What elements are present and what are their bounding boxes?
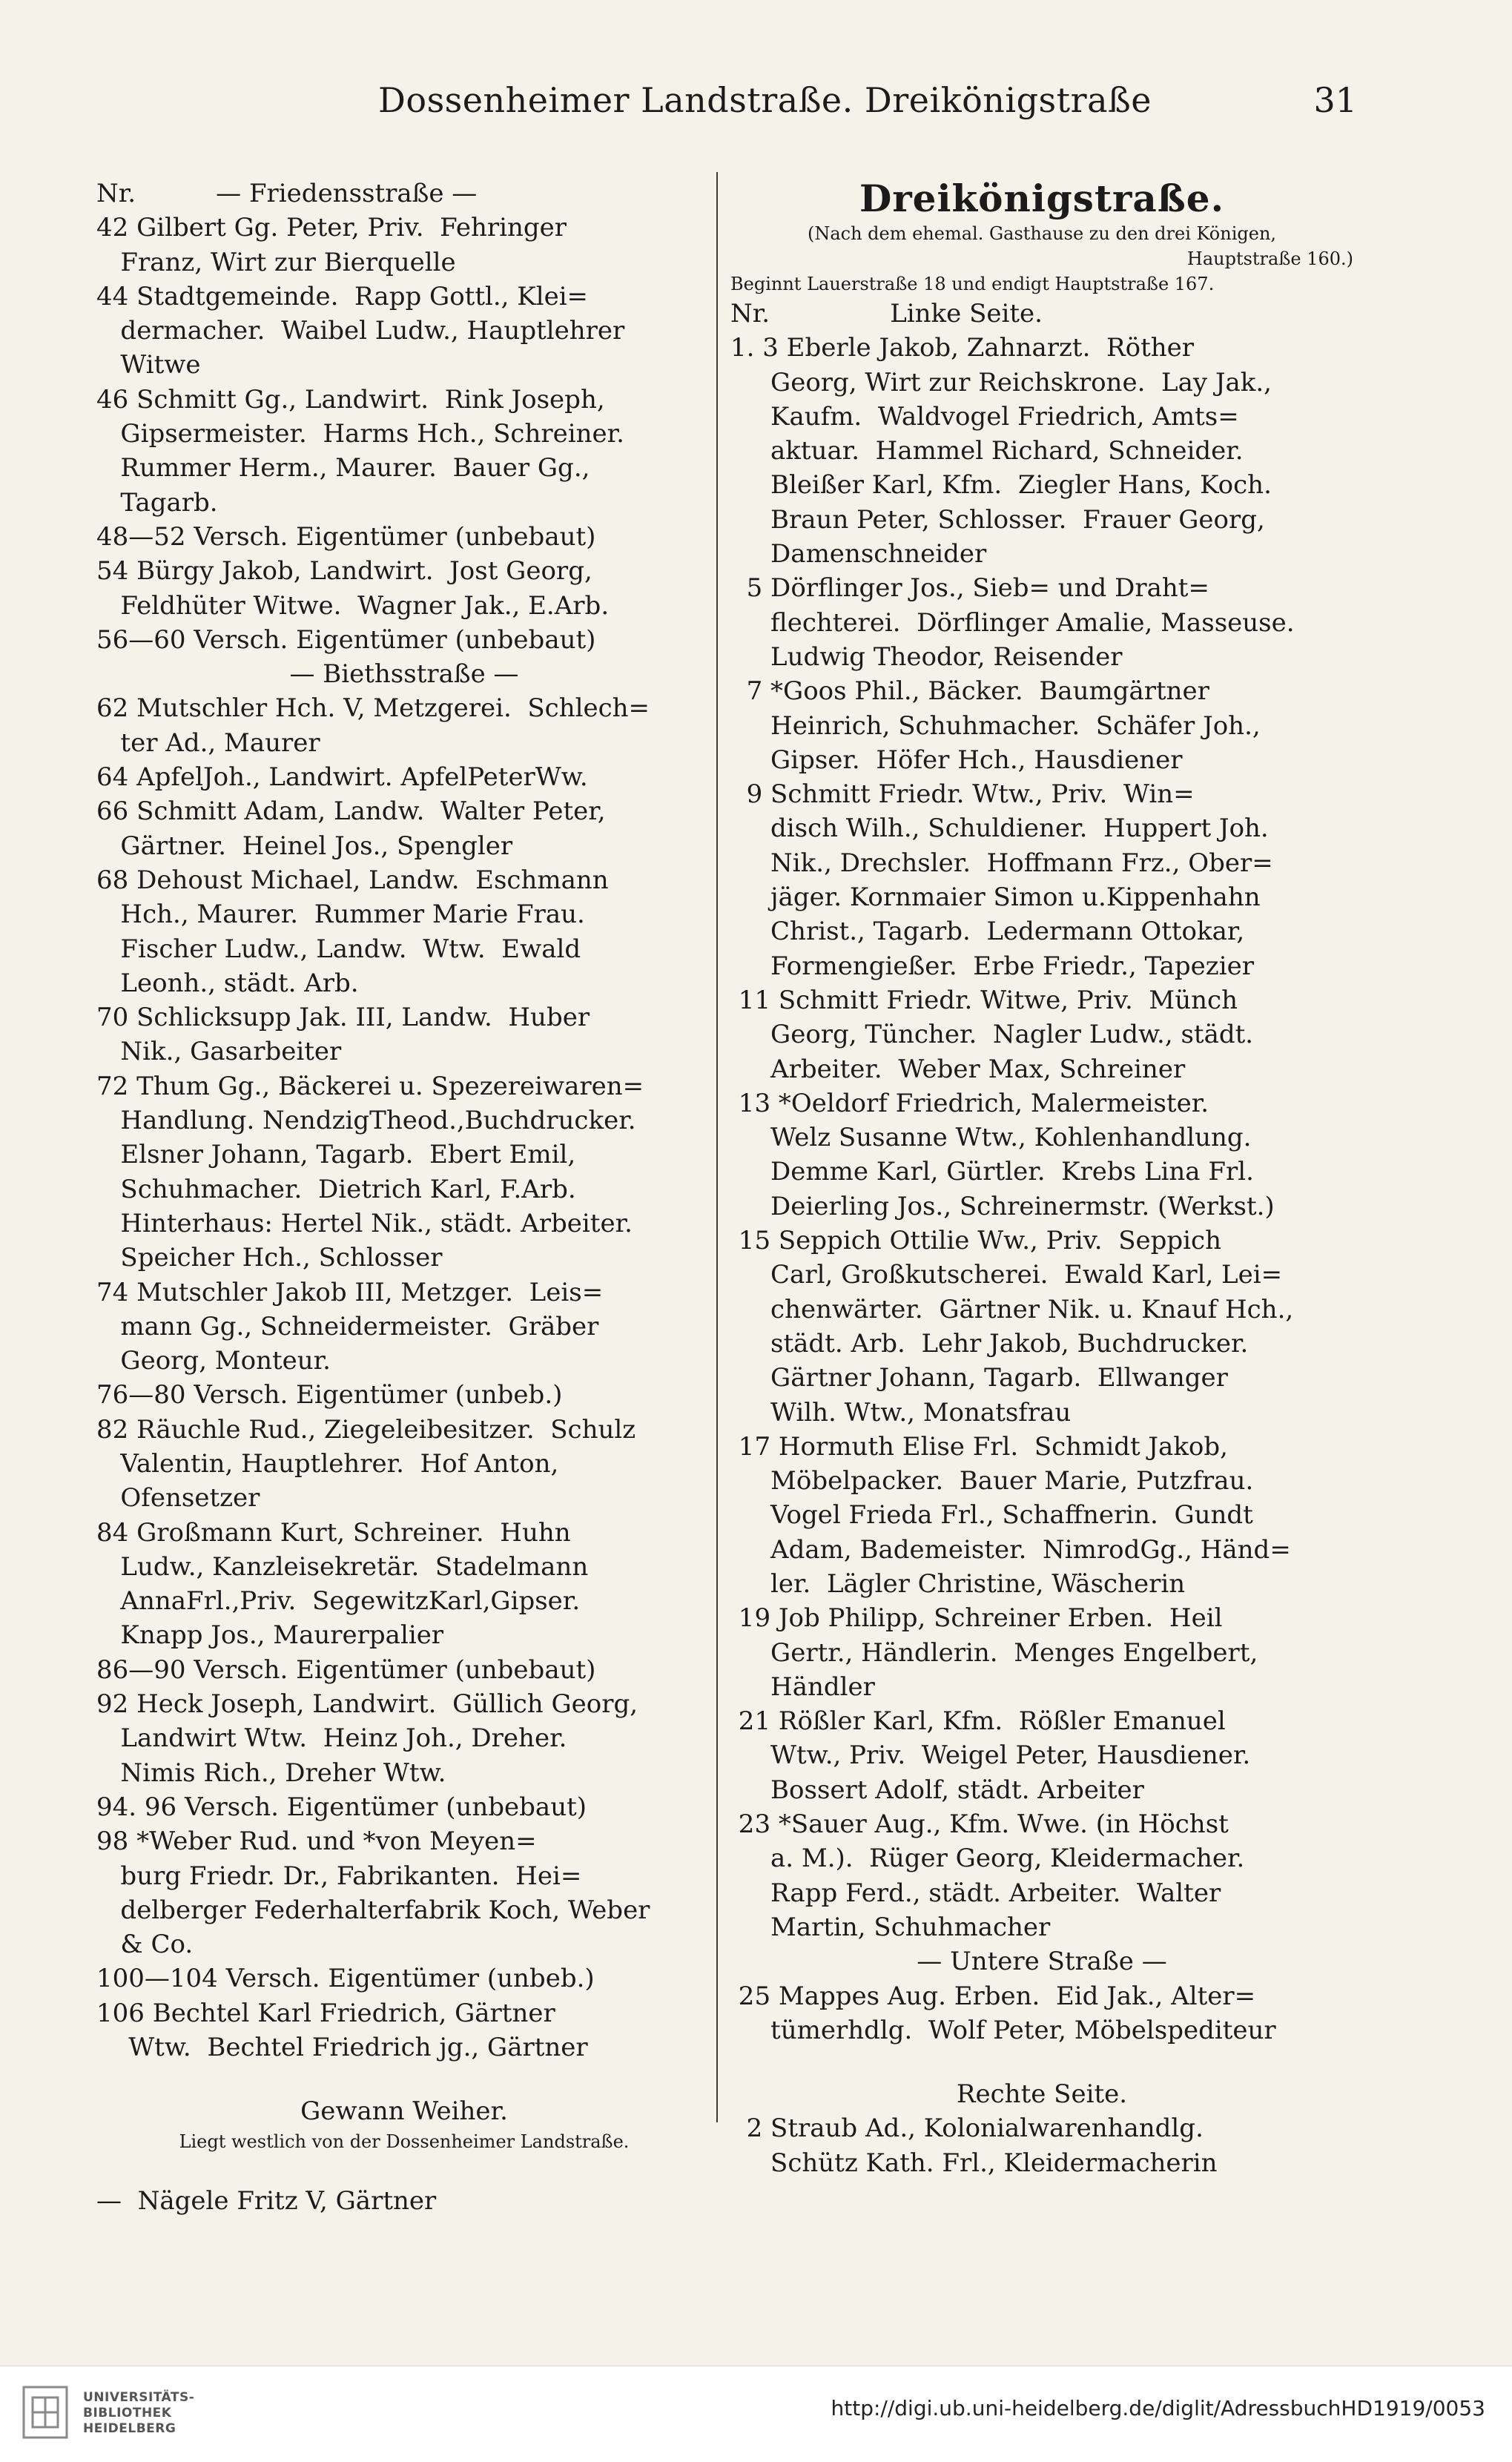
directory-entry-line: Demme Karl, Gürtler. Krebs Lina Frl. — [730, 1157, 1254, 1187]
left-column — [96, 176, 712, 2218]
directory-entry-line: Franz, Wirt zur Bierquelle — [96, 247, 456, 277]
directory-entry-line: disch Wilh., Schuldiener. Huppert Joh. — [730, 813, 1269, 844]
directory-entry-line: 42 Gilbert Gg. Peter, Priv. Fehringer — [96, 213, 567, 243]
directory-entry-line: Leonh., städt. Arb. — [96, 968, 359, 998]
directory-entry-line: Christ., Tagarb. Ledermann Ottokar, — [730, 917, 1245, 947]
directory-entry-line: Gipser. Höfer Hch., Hausdiener — [730, 745, 1183, 775]
directory-entry-line: 25 Mappes Aug. Erben. Eid Jak., Alter= — [730, 1981, 1256, 2011]
street-note: Liegt westlich von der Dossenheimer Landstraße. — [179, 2131, 630, 2152]
directory-entry-line: delberger Federhalterfabrik Koch, Weber — [96, 1895, 650, 1925]
directory-entry-line: 9 Schmitt Friedr. Wtw., Priv. Win= — [730, 779, 1195, 810]
street-note: Hauptstraße 160.) — [1186, 248, 1353, 269]
directory-entry-line: Nik., Gasarbeiter — [96, 1037, 342, 1067]
directory-entry-line: Elsner Johann, Tagarb. Ebert Emil, — [96, 1140, 576, 1170]
directory-entry-line: jäger. Kornmaier Simon u.Kippenhahn — [730, 882, 1261, 913]
directory-entry-line: Hinterhaus: Hertel Nik., städt. Arbeiter. — [96, 1208, 633, 1238]
directory-entry-line: ler. Lägler Christine, Wäscherin — [730, 1568, 1186, 1599]
directory-entry-line: Adam, Bademeister. NimrodGg., Händ= — [730, 1534, 1291, 1565]
directory-entry-line: Georg, Wirt zur Reichskrone. Lay Jak., — [730, 367, 1272, 397]
directory-entry-line: 21 Rößler Karl, Kfm. Rößler Emanuel — [730, 1706, 1226, 1737]
section-heading: Nr. Linke Seite. — [730, 299, 1043, 329]
street-note: (Nach dem ehemal. Gasthause zu den drei Königen, — [807, 223, 1277, 244]
directory-entry-line: 92 Heck Joseph, Landwirt. Güllich Georg, — [96, 1689, 638, 1720]
directory-entry-line: 106 Bechtel Karl Friedrich, Gärtner — [96, 1998, 555, 2028]
directory-entry-line: städt. Arb. Lehr Jakob, Buchdrucker. — [730, 1328, 1249, 1359]
directory-entry-line: 13 *Oeldorf Friedrich, Malermeister. — [730, 1088, 1209, 1118]
directory-entry-line: 17 Hormuth Elise Frl. Schmidt Jakob, — [730, 1431, 1228, 1462]
directory-entry-line: 84 Großmann Kurt, Schreiner. Huhn — [96, 1517, 571, 1548]
street-title: Dreikönigstraße. — [859, 176, 1224, 220]
directory-entry-line: Deierling Jos., Schreinermstr. (Werkst.) — [730, 1191, 1275, 1221]
directory-entry-line: Feldhüter Witwe. Wagner Jak., E.Arb. — [96, 590, 610, 621]
directory-entry-line: Wilh. Wtw., Monatsfrau — [730, 1397, 1072, 1428]
directory-entry-line: 98 *Weber Rud. und *von Meyen= — [96, 1826, 537, 1857]
directory-entry-line: Damenschneider — [730, 539, 987, 570]
directory-entry-line: Landwirt Wtw. Heinz Joh., Dreher. — [96, 1723, 567, 1754]
spacer — [730, 2047, 1353, 2077]
directory-entry-line: 46 Schmitt Gg., Landwirt. Rink Joseph, — [96, 384, 605, 415]
column-divider — [716, 172, 718, 2122]
directory-entry-line: Carl, Großkutscherei. Ewald Karl, Lei= — [730, 1260, 1283, 1290]
logo-line: UNIVERSITÄTS- — [83, 2390, 195, 2405]
directory-entry-line: Nik., Drechsler. Hoffmann Frz., Ober= — [730, 848, 1273, 878]
source-url-link[interactable]: http://digi.ub.uni-heidelberg.de/diglit/AdressbuchHD1919/0053 — [831, 2396, 1485, 2420]
logo-line: BIBLIOTHEK — [83, 2406, 172, 2420]
directory-entry-line: 86—90 Versch. Eigentümer (unbebaut) — [96, 1654, 596, 1685]
directory-entry-line: Bleißer Karl, Kfm. Ziegler Hans, Koch. — [730, 470, 1272, 501]
directory-entry-line: 76—80 Versch. Eigentümer (unbeb.) — [96, 1380, 563, 1410]
directory-entry-line: Wtw., Priv. Weigel Peter, Hausdiener. — [730, 1740, 1251, 1771]
directory-entry-line: Braun Peter, Schlosser. Frauer Georg, — [730, 504, 1265, 535]
directory-entry-line: a. M.). Rüger Georg, Kleidermacher. — [730, 1844, 1245, 1874]
logo-line: HEIDELBERG — [83, 2421, 176, 2436]
directory-entry-line: AnnaFrl.,Priv. SegewitzKarl,Gipser. — [96, 1586, 581, 1617]
directory-entry-line: Georg, Monteur. — [96, 1346, 331, 1376]
page-header — [96, 80, 1357, 132]
directory-entry-line: 5 Dörflinger Jos., Sieb= und Draht= — [730, 573, 1209, 604]
directory-entry-line: Formengießer. Erbe Friedr., Tapezier — [730, 951, 1254, 981]
directory-entry-line: Arbeiter. Weber Max, Schreiner — [730, 1054, 1186, 1084]
street-separator: Rechte Seite. — [956, 2079, 1128, 2110]
directory-entry-line: Georg, Tüncher. Nagler Ludw., städt. — [730, 1020, 1254, 1050]
directory-entry-line: 23 *Sauer Aug., Kfm. Wwe. (in Höchst — [730, 1809, 1229, 1840]
directory-entry-line: 64 ApfelJoh., Landwirt. ApfelPeterWw. — [96, 762, 588, 793]
directory-entry-line: Kaufm. Waldvogel Friedrich, Amts= — [730, 401, 1239, 432]
directory-entry-line: & Co. — [96, 1930, 194, 1960]
directory-entry-line: Ludw., Kanzleisekretär. Stadelmann — [96, 1551, 589, 1582]
directory-entry-line: 100—104 Versch. Eigentümer (unbeb.) — [96, 1964, 595, 1994]
directory-entry-line: 44 Stadtgemeinde. Rapp Gottl., Klei= — [96, 281, 589, 311]
street-separator: — Biethsstraße — — [289, 659, 519, 690]
directory-entry-line: Gipsermeister. Harms Hch., Schreiner. — [96, 419, 624, 449]
directory-entry-line: ter Ad., Maurer — [96, 727, 320, 758]
directory-entry-line: 94. 96 Versch. Eigentümer (unbebaut) — [96, 1792, 587, 1822]
street-separator: — Untere Straße — — [917, 1947, 1167, 1977]
directory-entry-line: 72 Thum Gg., Bäckerei u. Spezereiwaren= — [96, 1071, 644, 1101]
library-name — [83, 2390, 194, 2437]
directory-entry-line: Tagarb. — [96, 487, 218, 518]
directory-entry-line: mann Gg., Schneidermeister. Gräber — [96, 1311, 599, 1341]
directory-entry-line: Gärtner. Heinel Jos., Spengler — [96, 831, 513, 861]
directory-entry-line: 19 Job Philipp, Schreiner Erben. Heil — [730, 1603, 1223, 1634]
directory-entry-line: tümerhdlg. Wolf Peter, Möbelspediteur — [730, 2015, 1276, 2045]
directory-entry-line: chenwärter. Gärtner Nik. u. Knauf Hch., — [730, 1294, 1294, 1324]
directory-entry-line: Martin, Schuhmacher — [730, 1912, 1051, 1942]
university-seal-icon — [22, 2386, 68, 2439]
street-separator: Gewann Weiher. — [300, 2096, 508, 2127]
directory-entry-line: Witwe — [96, 350, 201, 380]
directory-entry-line: Heinrich, Schuhmacher. Schäfer Joh., — [730, 710, 1261, 741]
street-note: Beginnt Lauerstraße 18 und endigt Hauptstraße 167. — [730, 274, 1215, 294]
directory-entry-line: 2 Straub Ad., Kolonialwarenhandlg. — [730, 2113, 1204, 2144]
directory-entry-line: flechterei. Dörflinger Amalie, Masseuse. — [730, 607, 1295, 638]
spacer — [96, 2065, 712, 2094]
page-number: 31 — [1313, 80, 1357, 120]
directory-entry-line: 66 Schmitt Adam, Landw. Walter Peter, — [96, 796, 606, 827]
directory-entry-line: 74 Mutschler Jakob III, Metzger. Leis= — [96, 1277, 604, 1307]
directory-entry-line: Ludwig Theodor, Reisender — [730, 641, 1123, 672]
directory-entry-line: Bossert Adolf, städt. Arbeiter — [730, 1775, 1144, 1805]
directory-entry-line: Speicher Hch., Schlosser — [96, 1243, 443, 1273]
section-heading: Nr. — Friedensstraße — — [96, 179, 478, 208]
directory-entry-line: Möbelpacker. Bauer Marie, Putzfrau. — [730, 1466, 1254, 1496]
directory-entry-line: Nimis Rich., Dreher Wtw. — [96, 1758, 446, 1788]
directory-entry-line: — Nägele Fritz V, Gärtner — [96, 2185, 437, 2216]
library-logo[interactable] — [22, 2383, 245, 2449]
directory-entry-line: Schuhmacher. Dietrich Karl, F.Arb. — [96, 1174, 576, 1204]
directory-entry-line: Vogel Frieda Frl., Schaffnerin. Gundt — [730, 1500, 1253, 1531]
directory-entry-line: 7 *Goos Phil., Bäcker. Baumgärtner — [730, 676, 1209, 707]
directory-entry-line: 68 Dehoust Michael, Landw. Eschmann — [96, 865, 609, 895]
directory-entry-line: 82 Räuchle Rud., Ziegeleibesitzer. Schulz — [96, 1414, 636, 1445]
directory-entry-line: Gärtner Johann, Tagarb. Ellwanger — [730, 1363, 1228, 1393]
directory-entry-line: Händler — [730, 1671, 875, 1702]
directory-entry-line: Handlung. NendzigTheod.,Buchdrucker. — [96, 1106, 636, 1136]
directory-entry-line: 62 Mutschler Hch. V, Metzgerei. Schlech= — [96, 693, 650, 724]
directory-entry-line: Wtw. Bechtel Friedrich jg., Gärtner — [96, 2033, 588, 2063]
directory-entry-line: 11 Schmitt Friedr. Witwe, Priv. Münch — [730, 985, 1238, 1015]
directory-entry-line: 70 Schlicksupp Jak. III, Landw. Huber — [96, 1003, 590, 1033]
right-column — [730, 176, 1353, 2180]
spacer — [96, 2154, 712, 2184]
directory-entry-line: 15 Seppich Ottilie Ww., Priv. Seppich — [730, 1226, 1221, 1256]
directory-entry-line: aktuar. Hammel Richard, Schneider. — [730, 436, 1244, 466]
directory-entry-line: Rapp Ferd., städt. Arbeiter. Walter — [730, 1878, 1221, 1908]
directory-entry-line: Hch., Maurer. Rummer Marie Frau. — [96, 900, 585, 930]
directory-entry-line: 56—60 Versch. Eigentümer (unbebaut) — [96, 624, 596, 655]
directory-entry-line: 48—52 Versch. Eigentümer (unbebaut) — [96, 521, 596, 552]
directory-entry-line: Gertr., Händlerin. Menges Engelbert, — [730, 1637, 1258, 1668]
directory-entry-line: 54 Bürgy Jakob, Landwirt. Jost Georg, — [96, 556, 592, 587]
running-title: Dossenheimer Landstraße. Dreikönigstraße — [378, 80, 1152, 120]
directory-entry-line: Knapp Jos., Maurerpalier — [96, 1620, 444, 1651]
directory-entry-line: Fischer Ludw., Landw. Wtw. Ewald — [96, 934, 581, 964]
directory-entry-line: dermacher. Waibel Ludw., Hauptlehrer — [96, 316, 625, 346]
directory-entry-line: Welz Susanne Wtw., Kohlenhandlung. — [730, 1123, 1252, 1153]
directory-entry-line: Schütz Kath. Frl., Kleidermacherin — [730, 2148, 1218, 2178]
directory-entry-line: burg Friedr. Dr., Fabrikanten. Hei= — [96, 1861, 582, 1891]
directory-entry-line: Rummer Herm., Maurer. Bauer Gg., — [96, 453, 590, 484]
directory-entry-line: Ofensetzer — [96, 1483, 260, 1514]
directory-entry-line: Valentin, Hauptlehrer. Hof Anton, — [96, 1448, 559, 1479]
directory-entry-line: 1. 3 Eberle Jakob, Zahnarzt. Röther — [730, 333, 1195, 363]
footer-bar — [0, 2366, 1512, 2462]
